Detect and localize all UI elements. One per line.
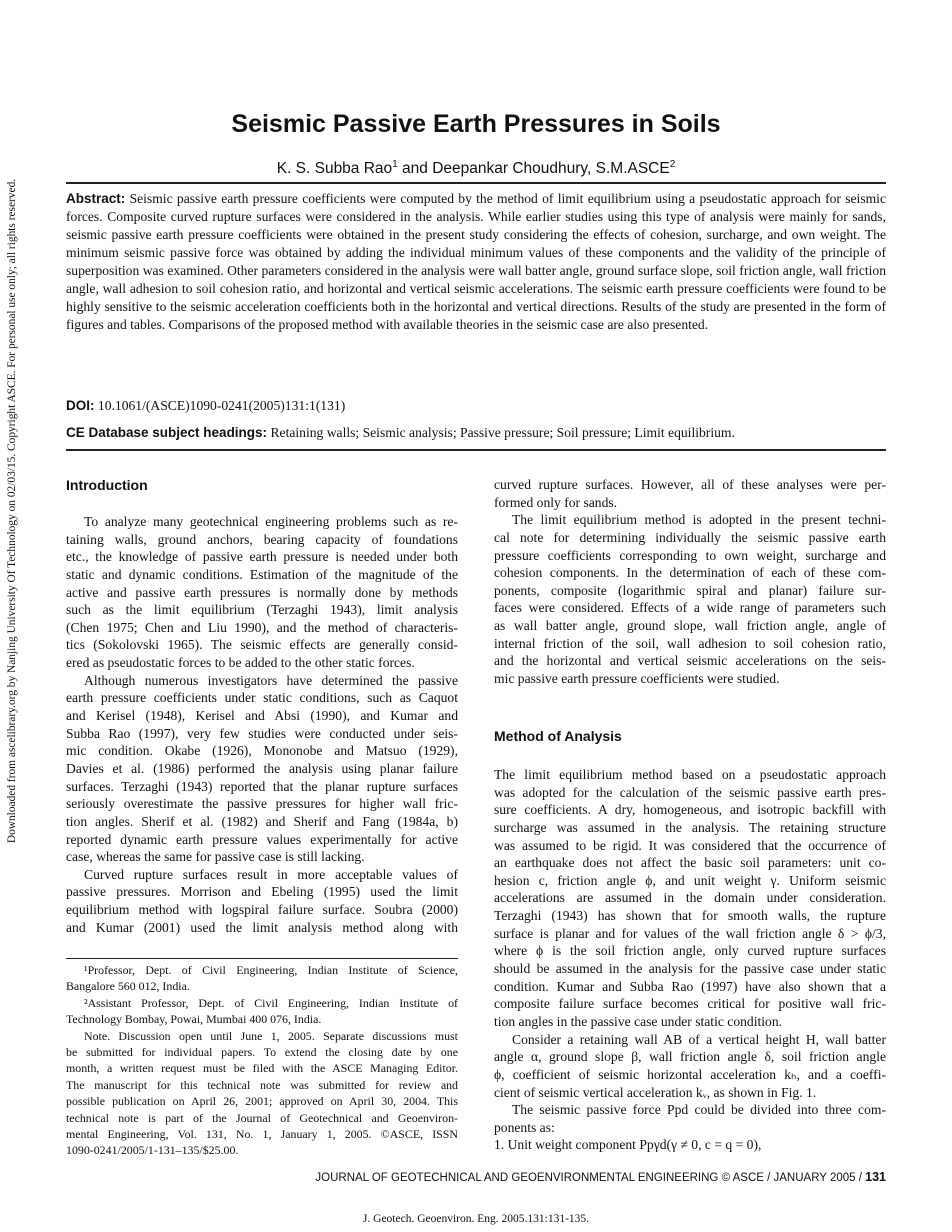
text-line: reported dynamic earth pressure values experimentally for active <box>66 831 458 847</box>
text-line: active and passive earth pressures is normally done by methods <box>66 584 458 600</box>
text-line: cohesion components. In the determination of each of these com- <box>494 565 886 581</box>
text-line: Curved rupture surfaces result in more acceptable values of <box>84 866 458 882</box>
paragraph <box>66 866 458 937</box>
paragraph <box>494 1031 886 1102</box>
paragraph <box>494 476 886 511</box>
text-line: cal note for determining individually the seismic passive earth <box>494 529 886 545</box>
text-line: and the horizontal and vertical seismic accelerations on the seis- <box>494 653 886 669</box>
right-column-intro <box>494 476 886 688</box>
text-line: mic condition. Okabe (1926), Mononobe and Matsuo (1929), <box>66 743 458 759</box>
text-line: Note. Discussion open until June 1, 2005. Separate discussions must <box>84 1028 458 1043</box>
abstract-text: Seismic passive earth pressure coefficients were computed by the method of limit equilibrium using a pseudostatic approach for seismic forces. Composite curved rupture surfaces were considered in the analysis. While earlier studies using this type of analysis were mainly for sands, seismic passive earth pressure coefficients were obtained in the present study considering the effects of cohesion, surcharge, and own weight. The minimum seismic passive force was obtained by adding the individual minimum values of these components and the validity of the principle of superposition was examined. Other parameters considered in the analysis were wall batter angle, ground surface slope, soil friction angle, wall friction angle, wall adhesion to soil cohesion ratio, and horizontal and vertical seismic accelerations. The seismic earth pressure coefficients were found to be highly sensitive to the seismic acceleration coefficients both in the horizontal and vertical directions. Results of the study are presented in the form of figures and tables. Comparisons of the proposed method with available theories in the seismic case are also presented. <box>66 191 886 332</box>
author-conjunction: and <box>397 160 433 178</box>
text-line: Although numerous investigators have determined the passive <box>84 672 458 688</box>
author-1-affiliation-mark: 1 <box>392 159 398 170</box>
paragraph <box>494 511 886 687</box>
text-line: Technology Bombay, Powai, Mumbai 400 076, India. <box>66 1012 322 1027</box>
text-line: technical note is part of the Journal of Geotechnical and Geoenviron- <box>66 1110 458 1125</box>
text-line: hesion c, friction angle ϕ, and unit weight γ. Uniform seismic <box>494 872 886 888</box>
abstract-bottom-rule <box>66 449 886 451</box>
text-line: 1. Unit weight component Ppγd(γ ≠ 0, c = q = 0), <box>494 1137 762 1153</box>
citation-line: J. Geotech. Geoenviron. Eng. 2005.131:131-135. <box>362 1213 590 1225</box>
text-line: taining walls, ground anchors, bearing capacity of foundations <box>66 531 458 547</box>
text-line: passive pressures. Morrison and Ebeling (1995) used the limit <box>66 884 458 900</box>
text-line: Bangalore 560 012, India. <box>66 979 190 994</box>
text-line: mic passive earth pressure coefficients were studied. <box>494 671 780 687</box>
text-line: surface is planar and for values of the wall friction angle δ > ϕ/3, <box>494 925 886 941</box>
text-line: ²Assistant Professor, Dept. of Civil Engineering, Indian Institute of <box>84 995 458 1010</box>
doi-label: DOI: <box>66 398 95 413</box>
text-line: surfaces. Terzaghi (1943) reported that the planar rupture surfaces <box>66 778 458 794</box>
subject-headings-label: CE Database subject headings: <box>66 425 268 440</box>
text-line: tion angles in the passive case under static condition. <box>494 1013 783 1029</box>
page-number: 131 <box>865 1170 886 1184</box>
text-line: was adopted for the calculation of the seismic passive earth pres- <box>494 784 886 800</box>
text-line: faces were considered. Effects of a wide range of parameters such <box>494 600 886 616</box>
text-line: tion angles. Sherif et al. (1982) and Sherif and Fang (1984a, b) <box>66 813 458 829</box>
text-line: ¹Professor, Dept. of Civil Engineering, Indian Institute of Science, <box>84 963 458 977</box>
text-line: equilibrium method with logspiral failure surface. Soubra (2000) <box>66 902 458 918</box>
text-line: was assumed to be rigid. It was considered that the occurrence of <box>494 837 886 853</box>
text-line: The seismic passive force Ppd could be divided into three com- <box>512 1102 886 1118</box>
text-line: Consider a retaining wall AB of a vertical height H, wall batter <box>512 1031 886 1047</box>
text-line: sure coefficients. A dry, homogeneous, and isotropic backfill with <box>494 802 886 818</box>
text-line: be submitted for individual papers. To extend the closing date by one <box>66 1044 458 1059</box>
text-line: (Chen 1975; Chen and Liu 1990), and the method of characteris- <box>66 619 458 635</box>
author-2: Deepankar Choudhury, S.M.ASCE <box>432 160 670 178</box>
text-line: Davies et al. (1986) performed the analysis using planar failure <box>66 760 458 776</box>
text-line: where ϕ is the soil friction angle, only curved rupture surfaces <box>494 943 886 959</box>
paragraph <box>494 766 886 1031</box>
doi-value[interactable]: 10.1061/(ASCE)1090-0241(2005)131:1(131) <box>97 398 346 413</box>
paragraph <box>494 1136 886 1154</box>
text-line: curved rupture surfaces. However, all of these analyses were per- <box>494 477 886 492</box>
text-line: tics (Sokolovski 1965). The seismic effects are generally consid- <box>66 637 458 653</box>
text-line: Subba Rao (1997), very few studies were conducted under seis- <box>66 725 458 741</box>
text-line: internal friction of the soil, wall adhesion to soil cohesion ratio, <box>494 635 886 651</box>
text-line: possible publication on April 26, 2001; approved on April 30, 2004. This <box>66 1094 458 1109</box>
text-line: such as the limit equilibrium (Terzaghi 1943), limit analysis <box>66 602 458 618</box>
section-heading-introduction: Introduction <box>66 477 148 493</box>
text-line: case, whereas the same for passive case is still lacking. <box>66 849 365 865</box>
text-line: ponents as: <box>494 1119 555 1135</box>
text-line: ponents, composite (logarithmic spiral and planar) failure sur- <box>494 582 886 598</box>
text-line: and Kerisel (1948), Kerisel and Absi (1990), and Kumar and <box>66 708 458 724</box>
text-line: ϕ, coefficient of seismic horizontal acceleration kₕ, and a coeffi- <box>494 1066 886 1082</box>
footnote-rule <box>66 958 458 959</box>
text-line: an earthquake does not affect the basic soil parameters: unit co- <box>494 855 886 871</box>
paragraph <box>66 962 458 995</box>
paragraph <box>66 672 458 866</box>
page-footer <box>66 1170 886 1184</box>
download-watermark: Downloaded from ascelibrary.org by Nanjing University Of Technology on 02/03/15. Copyright ASCE. For personal use only; all rights reserved. <box>6 178 18 844</box>
abstract-label: Abstract: <box>66 191 126 206</box>
doi <box>66 398 886 414</box>
text-line: mental Engineering, Vol. 131, No. 1, January 1, 2005. ©ASCE, ISSN <box>66 1126 458 1141</box>
author-2-affiliation-mark: 2 <box>669 159 676 170</box>
paragraph <box>66 995 458 1028</box>
text-line: earth pressure coefficients under static conditions, such as Caquot <box>66 690 458 706</box>
paragraph <box>66 1028 458 1159</box>
abstract <box>66 190 886 334</box>
text-line: The limit equilibrium method is adopted in the present techni- <box>512 512 886 528</box>
right-column-method <box>494 766 886 1154</box>
text-line: cient of seismic vertical acceleration kᵥ, as shown in Fig. 1. <box>494 1084 817 1100</box>
footnotes <box>66 962 458 1159</box>
footer-journal: JOURNAL OF GEOTECHNICAL AND GEOENVIRONMENTAL ENGINEERING © ASCE / JANUARY 2005 / <box>315 1172 866 1184</box>
text-line: and Kumar (2001) used the limit analysis method along with <box>66 919 458 935</box>
paragraph <box>66 513 458 672</box>
left-column-body <box>66 513 458 936</box>
text-line: angle α, ground slope β, wall friction angle δ, soil friction angle <box>494 1049 886 1065</box>
text-line: To analyze many geotechnical engineering problems such as re- <box>84 514 458 529</box>
text-line: should be assumed in the analysis for the passive case under static <box>494 961 886 977</box>
text-line: The manuscript for this technical note was submitted for review and <box>66 1077 458 1092</box>
section-heading-method-of-analysis: Method of Analysis <box>494 728 622 744</box>
text-line: surcharge was assumed in the analysis. The retaining structure <box>494 819 886 835</box>
text-line: seriously overestimate the passive pressures for higher wall fric- <box>66 796 458 812</box>
text-line: formed only for sands. <box>494 494 618 510</box>
text-line: static and dynamic conditions. Estimation of the magnitude of the <box>66 566 458 582</box>
text-line: etc., the knowledge of passive earth pressure is needed under both <box>66 549 458 565</box>
text-line: condition. Kumar and Subba Rao (1997) have also shown that a <box>494 978 886 994</box>
text-line: ered as pseudostatic forces to be added to the other static forces. <box>66 655 415 671</box>
abstract-top-rule <box>66 182 886 184</box>
subject-headings <box>66 425 886 441</box>
text-line: accelerations are assumed in the domain under consideration. <box>494 890 886 906</box>
text-line: month, a written request must be filed with the ASCE Managing Editor. <box>66 1061 458 1076</box>
author-1: K. S. Subba Rao <box>276 160 393 178</box>
paper-title: Seismic Passive Earth Pressures in Soils <box>231 110 721 138</box>
paragraph <box>494 1101 886 1136</box>
text-line: as wall batter angle, ground slope, wall friction angle, angle of <box>494 618 886 634</box>
text-line: composite failure surface becomes critical for positive wall fric- <box>494 996 886 1012</box>
text-line: The limit equilibrium method based on a pseudostatic approach <box>494 767 886 782</box>
text-line: Terzaghi (1943) has shown that for smooth walls, the rupture <box>494 908 886 924</box>
text-line: 1090-0241/2005/1-131–135/$25.00. <box>66 1143 239 1158</box>
text-line: pressure coefficients corresponding to own weight, surcharge and <box>494 547 886 563</box>
authors <box>0 159 952 178</box>
subject-headings-value: Retaining walls; Seismic analysis; Passive pressure; Soil pressure; Limit equilibrium. <box>270 425 735 440</box>
